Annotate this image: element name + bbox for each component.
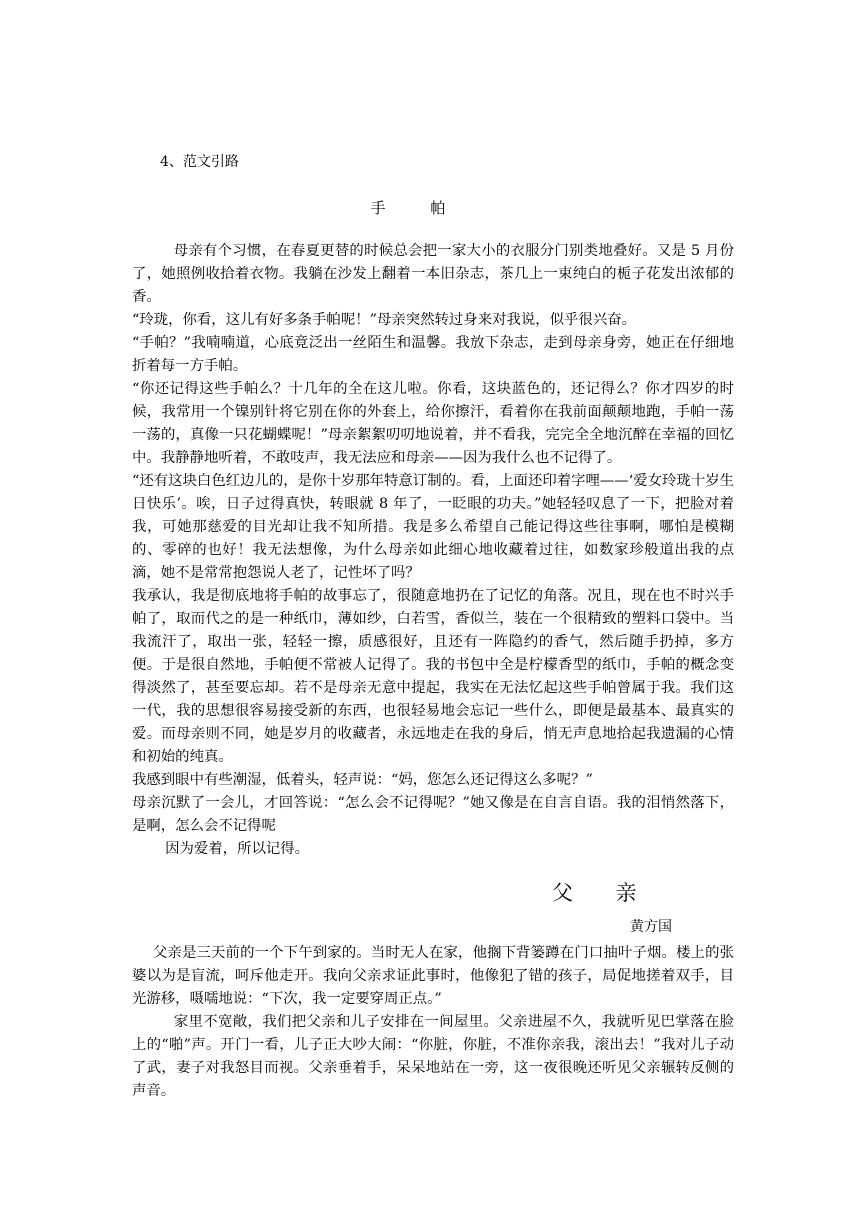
story2-author: 黄方国 [630,919,672,935]
story2-body [132,942,734,1103]
story2-paragraph: 家里不宽敞，我们把父亲和儿子安排在一间屋里。父亲进屋不久，我就听见巴掌落在脸上的“啪”声。开门一看，儿子正大吵大闹：“你脏，你脏，不准你亲我，滚出去！”我对儿子动了武，妻子对我怒目而视。父亲垂着手，呆呆地站在一旁，这一夜很晚还听见父亲辗转反侧的声音。 [132,1014,734,1099]
story1-title: 手 帕 [370,199,466,217]
story1-paragraph: “手帕？”我喃喃道，心底竟泛出一丝陌生和温馨。我放下杂志，走到母亲身旁，她正在仔细地折着每一方手帕。 [132,335,734,374]
section-heading: 4、范文引路 [160,154,239,170]
story1-paragraph: 我感到眼中有些潮湿，低着头，轻声说：“妈，您怎么还记得这么多呢？” [132,772,593,788]
story1-paragraph: 母亲沉默了一会儿，才回答说：“怎么会不记得呢？”她又像是在自言自语。我的泪悄然落下，是啊，怎么会不记得呢 [132,795,734,834]
story1-paragraph: “你还记得这些手帕么？十几年的全在这儿啦。你看，这块蓝色的，还记得么？你才四岁的时候，我常用一个镍别针将它别在你的外套上，给你擦汗，看着你在我前面颠颠地跑，手帕一荡一荡的，真像一只花蝴蝶呢！”母亲絮絮叨叨地说着，并不看我，完完全全地沉醉在幸福的回忆中。我静静地听着，不敢吱声，我无法应和母亲——因为我什么也不记得了。 [132,381,734,466]
story1-paragraph: “玲珑，你看，这儿有好多条手帕呢！”母亲突然转过身来对我说，似乎很兴奋。 [132,312,636,328]
story1-paragraph: “还有这块白色红边儿的，是你十岁那年特意订制的。看，上面还印着字哩——‘爱女玲珑十岁生日快乐’。唉，日子过得真快，转眼就 8 年了，一眨眼的功夫。”她轻轻叹息了一下，把脸对着我，可她那慈爱的目光却让我不知所措。我是多么希望自己能记得这些往事啊，哪怕是模糊的、零碎的也好！我无法想像，为什么母亲如此细心地收藏着过往，如数家珍般道出我的点滴，她不是常常抱怨说人老了，记性坏了吗？ [132,473,734,581]
story1-closing-line: 因为爱着，所以记得。 [165,841,310,857]
story2-paragraph: 父亲是三天前的一个下午到家的。当时无人在家，他搁下背篓蹲在门口抽叶子烟。楼上的张婆以为是盲流，呵斥他走开。我向父亲求证此事时，他像犯了错的孩子，局促地搓着双手，目光游移，嗫嚅地说：“下次，我一定要穿周正点。” [132,945,734,1007]
story1-paragraph: 母亲有个习惯，在春夏更替的时候总会把一家大小的衣服分门别类地叠好。又是 5 月份了，她照例收拾着衣物。我躺在沙发上翻着一本旧杂志，茶几上一束纯白的栀子花发出浓郁的香。 [132,243,734,305]
story1-body [132,240,734,861]
story1-paragraph: 我承认，我是彻底地将手帕的故事忘了，很随意地扔在了记忆的角落。况且，现在也不时兴手帕了，取而代之的是一种纸巾，薄如纱，白若雪，香似兰，装在一个很精致的塑料口袋中。当我流汗了，取出一张，轻轻一擦，质感很好，且还有一阵隐约的香气，然后随手扔掉，多方便。于是很自然地，手帕便不常被人记得了。我的书包中全是柠檬香型的纸巾，手帕的概念变得淡然了，甚至要忘却。若不是母亲无意中提起，我实在无法忆起这些手帕曾属于我。我们这一代，我的思想很容易接受新的东西，也很轻易地会忘记一些什么，即便是最基本、最真实的爱。而母亲则不同，她是岁月的收藏者，永远地走在我的身后，悄无声息地拾起我遗漏的心情和初始的纯真。 [132,588,734,765]
story2-title: 父 亲 [552,881,655,905]
